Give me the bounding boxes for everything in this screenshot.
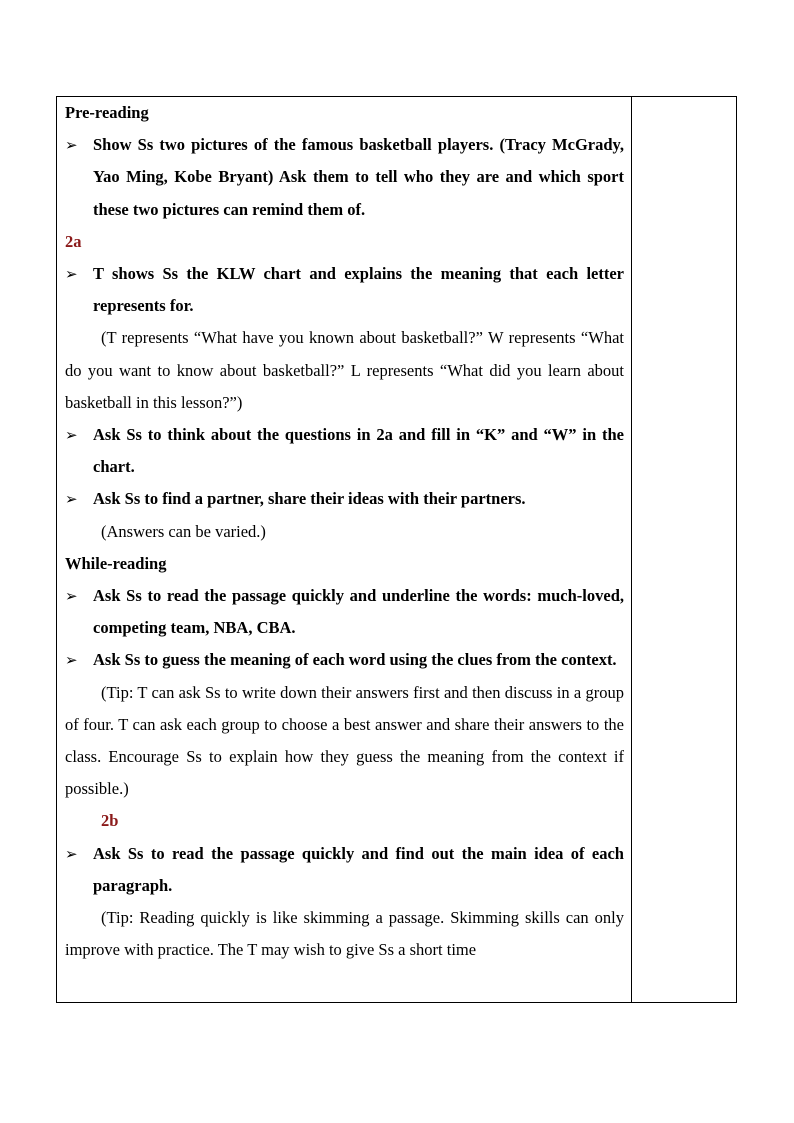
- bullet-text: Ask Ss to find a partner, share their ideas with their partners.: [93, 489, 526, 509]
- arrow-bullet-icon: ➢: [65, 844, 78, 863]
- bullet-text: T shows Ss the KLW chart and explains the meaning that each letter represents for.: [93, 263, 624, 316]
- while-reading-bullet-2: [65, 644, 624, 676]
- arrow-bullet-icon: ➢: [65, 490, 78, 509]
- section-2a-note-1: (T represents “What have you known about basketball?” W represents “What do you want to know about basketball?” L represents “What did you learn about basketball in this lesson?”): [65, 328, 624, 412]
- while-reading-note-1: (Tip: T can ask Ss to write down their answers first and then discuss in a group of four. T can ask each group to choose a best answer and share their answers to the class. Encourage Ss to explain how they guess the meaning from the context if possible.): [65, 682, 624, 799]
- arrow-bullet-icon: ➢: [65, 587, 78, 605]
- arrow-bullet-icon: ➢: [65, 136, 78, 155]
- section-2a-bullet-1: [65, 258, 624, 322]
- procedure-cell: [65, 97, 624, 966]
- pre-reading-heading: Pre-reading: [65, 103, 149, 122]
- section-2b-note-1: (Tip: Reading quickly is like skimming a passage. Skimming skills can only improve with practice. The T may wish to give Ss a short time: [65, 908, 624, 960]
- while-reading-heading: While-reading: [65, 553, 167, 573]
- bullet-text: Ask Ss to read the passage quickly and find out the main idea of each paragraph.: [93, 843, 624, 895]
- section-2a-heading: 2a: [65, 231, 82, 251]
- arrow-bullet-icon: ➢: [65, 651, 78, 670]
- section-2b-heading: 2b: [101, 811, 119, 831]
- pre-reading-bullet-1: [65, 129, 624, 226]
- lesson-plan-table: [56, 96, 737, 1003]
- bullet-text: Ask Ss to think about the questions in 2a and fill in “K” and “W” in the chart.: [93, 425, 624, 477]
- section-2a-note-2: (Answers can be varied.): [101, 521, 266, 541]
- section-2a-bullet-2: [65, 419, 624, 483]
- notes-cell: [632, 97, 736, 1002]
- bullet-text: Show Ss two pictures of the famous basketball players. (Tracy McGrady, Yao Ming, Kobe Bryant) Ask them to tell who they are and which sport these two pictures can remind them of.: [93, 135, 624, 219]
- section-2a-bullet-3: [65, 483, 624, 515]
- bullet-text: Ask Ss to guess the meaning of each word using the clues from the context.: [93, 650, 617, 670]
- bullet-text: Ask Ss to read the passage quickly and underline the words: much-loved, competing team, NBA, CBA.: [93, 586, 624, 638]
- while-reading-bullet-1: [65, 580, 624, 644]
- arrow-bullet-icon: ➢: [65, 264, 78, 283]
- arrow-bullet-icon: ➢: [65, 426, 78, 444]
- section-2b-bullet-1: [65, 838, 624, 902]
